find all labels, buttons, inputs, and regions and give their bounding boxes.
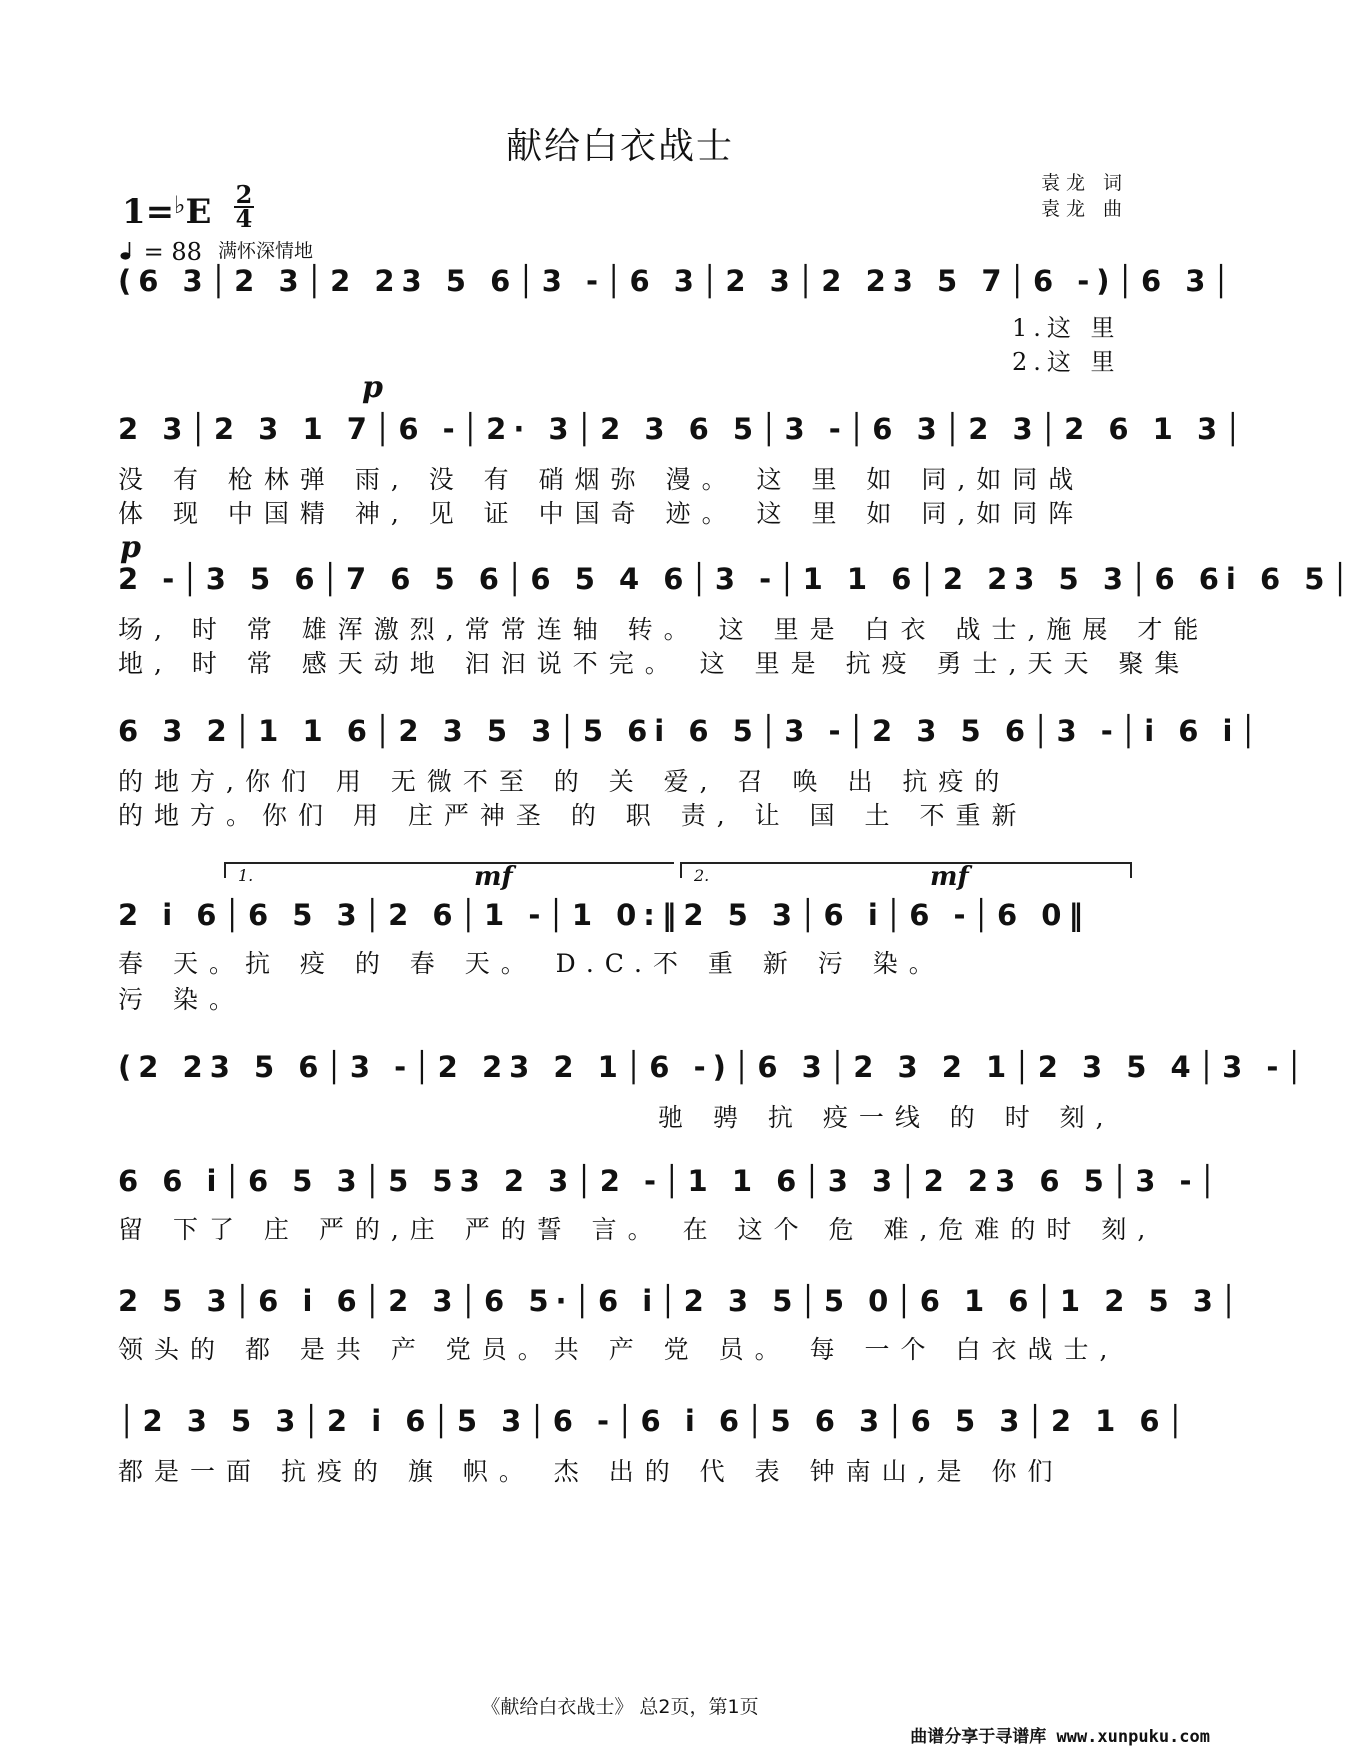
lyric-line: 留 下了 庄 严的,庄 严的誓 言。 在 这个 危 难,危难的时 刻,	[118, 1215, 1157, 1244]
page-footer: 《献给白衣战士》 总2页，第1页	[481, 1696, 759, 1718]
lyric-line: 地, 时 常 感天动地 汩汩说不完。 这 里是 抗疫 勇士,天天 聚集	[118, 649, 1191, 678]
time-signature	[234, 180, 254, 233]
lyric-line: 污 染。	[118, 985, 245, 1014]
score-line: 2 -│3 5 6│7 6 5 6│6 5 4 6│3 -│1 1 6│2 23 5 3│6 6i 6 5│	[118, 562, 1356, 596]
page-title: 献给白衣战士	[505, 126, 734, 167]
watermark: 曲谱分享于寻谱库 www.xunpuku.com	[910, 1727, 1210, 1747]
dynamic-mark: p	[120, 530, 141, 565]
expression-mark: 满怀深情地	[218, 240, 314, 262]
quarter-note-icon	[118, 242, 136, 260]
score-line: 2 i 6│6 5 3│2 6│1 -│1 0:‖2 5 3│6 i│6 -│6 0‖	[118, 898, 1090, 932]
key-letter: E	[185, 192, 212, 232]
lyric-line: 都是一面 抗疫的 旗 帜。 杰 出的 代 表 钟南山,是 你们	[118, 1457, 1064, 1486]
volta-number: 2.	[694, 866, 710, 885]
tempo-marking	[118, 238, 202, 266]
lyric-line: 的地方,你们 用 无微不至 的 关 爱, 召 唤 出 抗疫的	[118, 767, 1011, 796]
composer-credit: 袁龙 曲	[1040, 198, 1128, 220]
score-line: (6 3│2 3│2 23 5 6│3 -│6 3│2 3│2 23 5 7│6 -)│6 3│	[118, 264, 1237, 298]
score-line: 2 3│2 3 1 7│6 -│2· 3│2 3 6 5│3 -│6 3│2 3│2 6 1 3│	[118, 412, 1249, 446]
flat-sign: ♭	[174, 190, 186, 219]
score-line: 6 6 i│6 5 3│5 53 2 3│2 -│1 1 6│3 3│2 23 6 5│3 -│	[118, 1164, 1224, 1198]
dynamic-mark: p	[362, 370, 383, 405]
dynamic-mark: mf	[930, 862, 969, 892]
lyric-line: 体 现 中国精 神, 见 证 中国奇 迹。 这 里 如 同,如同阵	[118, 499, 1085, 528]
score-line: │2 3 5 3│2 i 6│5 3│6 -│6 i 6│5 6 3│6 5 3│2 1 6│	[118, 1404, 1192, 1438]
lyric-line: 2.这 里	[1012, 348, 1121, 376]
second-ending-bracket	[680, 862, 1132, 885]
tempo-value: = 88	[143, 238, 202, 266]
time-top: 2	[235, 180, 253, 209]
key-signature	[122, 180, 253, 233]
score-line: 2 5 3│6 i 6│2 3│6 5·│6 i│2 3 5│5 0│6 1 6│1 2 5 3│	[118, 1284, 1245, 1318]
lyric-line: 场, 时 常 雄浑激烈,常常连轴 转。 这 里是 白衣 战士,施展 才能	[118, 615, 1210, 644]
lyric-line: 没 有 枪林弹 雨, 没 有 硝烟弥 漫。 这 里 如 同,如同战	[118, 465, 1085, 494]
lyric-line: 1.这 里	[1012, 314, 1121, 342]
lyric-line: 领头的 都 是共 产 党员。共 产 党 员。 每 一个 白衣战士,	[118, 1335, 1119, 1364]
dynamic-mark: mf	[474, 862, 513, 892]
time-bottom: 4	[235, 204, 253, 233]
lyric-line: 的地方。你们 用 庄严神圣 的 职 责, 让 国 土 不重新	[118, 801, 1028, 830]
score-line: 6 3 2│1 1 6│2 3 5 3│5 6i 6 5│3 -│2 3 5 6│3 -│i 6 i│	[118, 714, 1264, 748]
lyricist-credit: 袁龙 词	[1040, 172, 1128, 194]
lyric-line: 春 天。抗 疫 的 春 天。 D.C.不 重 新 污 染。	[118, 949, 945, 978]
score-line: (2 23 5 6│3 -│2 23 2 1│6 -)│6 3│2 3 2 1│2 3 5 4│3 -│	[118, 1050, 1310, 1084]
first-ending-bracket	[224, 862, 674, 885]
lyric-line: 驰 骋 抗 疫一线 的 时 刻,	[658, 1103, 1115, 1132]
volta-number: 1.	[238, 866, 254, 885]
key-prefix: 1=	[122, 192, 175, 232]
